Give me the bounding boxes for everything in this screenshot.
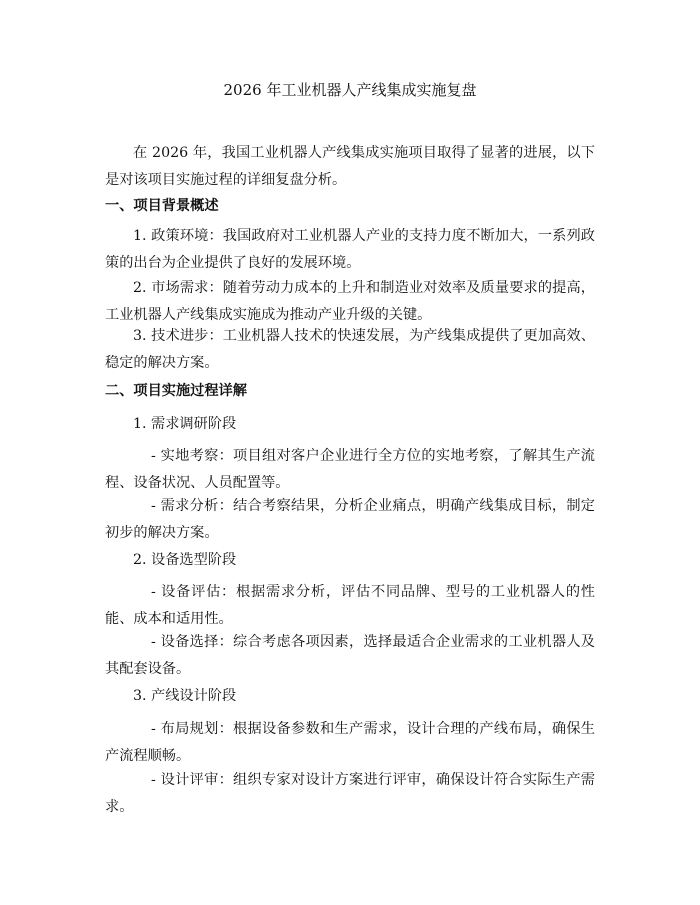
phase-point-needs-analysis bbox=[105, 493, 595, 547]
phase-point-text: - 需求分析：结合考察结果，分析企业痛点，明确产线集成目标，制定初步的解决方案。 bbox=[105, 498, 595, 541]
phase-title-design: 3. 产线设计阶段 bbox=[133, 688, 237, 704]
phase-point-text: - 设备选择：综合考虑各项因素，选择最适合企业需求的工业机器人及其配套设备。 bbox=[105, 634, 595, 677]
phase-point-text: - 设计评审：组织专家对设计方案进行评审，确保设计符合实际生产需求。 bbox=[105, 772, 595, 815]
phase-title-research: 1. 需求调研阶段 bbox=[133, 416, 237, 432]
phase-point-text: - 设备评估：根据需求分析，评估不同品牌、型号的工业机器人的性能、成本和适用性。 bbox=[105, 584, 595, 627]
section-heading-implementation: 二、项目实施过程详解 bbox=[105, 383, 247, 399]
document-title: 2026 年工业机器人产线集成实施复盘 bbox=[223, 81, 477, 99]
section-heading-background: 一、项目背景概述 bbox=[105, 198, 219, 214]
phase-point-text: - 实地考察：项目组对客户企业进行全方位的实地考察，了解其生产流程、设备状况、人员配置等。 bbox=[105, 448, 595, 491]
phase-point-evaluation bbox=[105, 579, 595, 633]
phase-point-layout bbox=[105, 716, 595, 770]
intro-paragraph bbox=[105, 140, 595, 194]
phase-title-selection: 2. 设备选型阶段 bbox=[133, 552, 237, 568]
phase-point-choice bbox=[105, 629, 595, 683]
background-item-text: 1. 政策环境：我国政府对工业机器人产业的支持力度不断加大，一系列政策的出台为企业提供了良好的发展环境。 bbox=[105, 228, 595, 271]
intro-text: 在 2026 年，我国工业机器人产线集成实施项目取得了显著的进展，以下是对该项目实施过程的详细复盘分析。 bbox=[105, 145, 595, 188]
background-item-text: 3. 技术进步：工业机器人技术的快速发展，为产线集成提供了更加高效、稳定的解决方案。 bbox=[105, 328, 595, 371]
background-item-policy bbox=[105, 223, 595, 277]
phase-point-text: - 布局规划：根据设备参数和生产需求，设计合理的产线布局，确保生产流程顺畅。 bbox=[105, 721, 595, 764]
phase-point-review bbox=[105, 767, 595, 821]
background-item-market bbox=[105, 275, 595, 329]
background-item-technology bbox=[105, 323, 595, 377]
background-item-text: 2. 市场需求：随着劳动力成本的上升和制造业对效率及质量要求的提高，工业机器人产线集成实施成为推动产业升级的关键。 bbox=[105, 280, 595, 323]
phase-point-site-survey bbox=[105, 443, 595, 497]
